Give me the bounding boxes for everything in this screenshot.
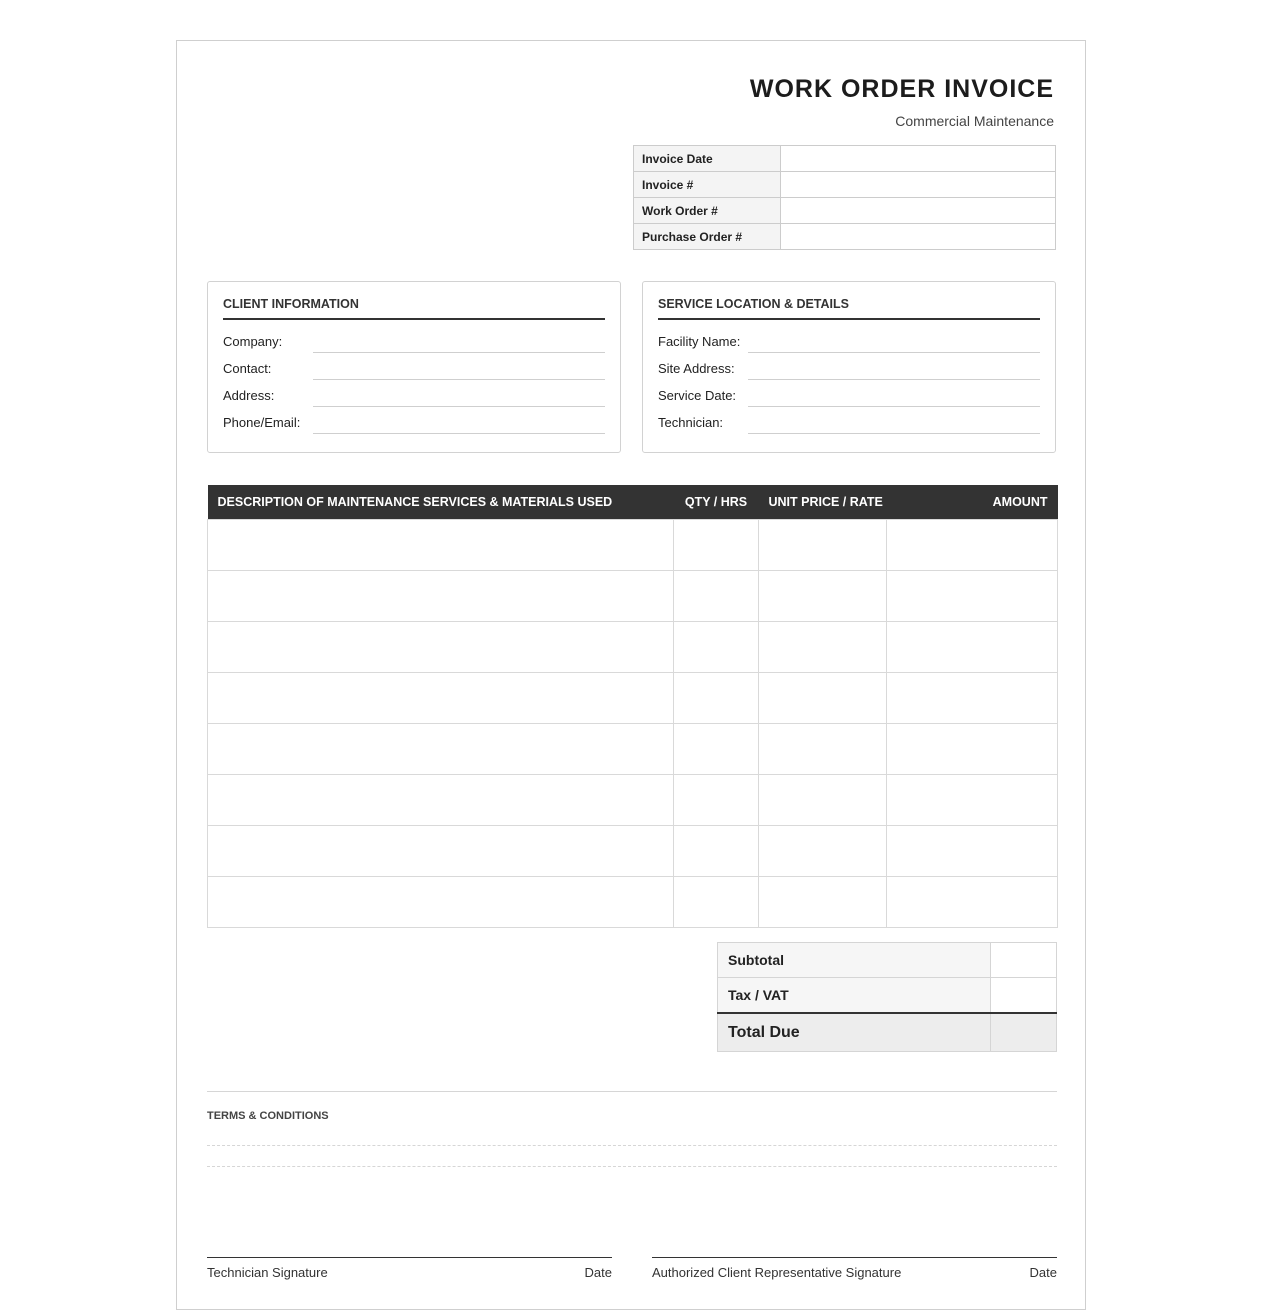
invoice-date-field[interactable]	[781, 146, 1056, 172]
tax-row	[718, 978, 1057, 1014]
technician-field-row	[658, 407, 1040, 434]
terms-divider	[207, 1091, 1057, 1092]
company-field-row	[223, 326, 605, 353]
subtotal-value[interactable]	[991, 943, 1057, 978]
table-row	[208, 775, 1058, 826]
description-cell[interactable]	[208, 571, 674, 622]
address-field-row	[223, 380, 605, 407]
description-cell[interactable]	[208, 775, 674, 826]
line-items-table	[207, 485, 1058, 928]
meta-row-invoice-date	[634, 146, 1056, 172]
technician-signature-line[interactable]	[207, 1257, 612, 1280]
field-label: Facility Name:	[658, 334, 741, 349]
invoice-title: WORK ORDER INVOICE	[749, 75, 1054, 103]
meta-label: Purchase Order #	[634, 224, 781, 250]
total-due-label: Total Due	[718, 1013, 991, 1052]
terms-line[interactable]	[207, 1166, 1057, 1167]
qty-cell[interactable]	[674, 724, 759, 775]
unit-price-cell[interactable]	[759, 724, 887, 775]
field-label: Technician:	[658, 415, 724, 430]
facility-name-field[interactable]	[748, 332, 1040, 353]
table-row	[208, 622, 1058, 673]
meta-row-purchase-order	[634, 224, 1056, 250]
unit-price-cell[interactable]	[759, 826, 887, 877]
table-row	[208, 571, 1058, 622]
table-row	[208, 877, 1058, 928]
meta-label: Invoice #	[634, 172, 781, 198]
invoice-subtitle: Commercial Maintenance	[895, 113, 1054, 129]
amount-cell[interactable]	[887, 673, 1058, 724]
phone-email-field-row	[223, 407, 605, 434]
facility-name-field-row	[658, 326, 1040, 353]
qty-cell[interactable]	[674, 877, 759, 928]
service-location-title: SERVICE LOCATION & DETAILS	[658, 297, 1040, 320]
field-label: Phone/Email:	[223, 415, 301, 430]
address-field[interactable]	[313, 386, 605, 407]
invoice-meta-table	[633, 145, 1056, 250]
meta-row-invoice-number	[634, 172, 1056, 198]
unit-price-cell[interactable]	[759, 877, 887, 928]
line-items-header	[208, 485, 1058, 520]
total-due-value[interactable]	[991, 1013, 1057, 1052]
totals-table	[717, 942, 1057, 1052]
description-cell[interactable]	[208, 724, 674, 775]
phone-email-field[interactable]	[313, 413, 605, 434]
description-cell[interactable]	[208, 622, 674, 673]
field-label: Site Address:	[658, 361, 735, 376]
qty-cell[interactable]	[674, 673, 759, 724]
qty-cell[interactable]	[674, 571, 759, 622]
total-due-row	[718, 1013, 1057, 1052]
client-information-title: CLIENT INFORMATION	[223, 297, 605, 320]
field-label: Contact:	[223, 361, 272, 376]
client-date-label: Date	[1029, 1265, 1057, 1280]
subtotal-label: Subtotal	[718, 943, 991, 978]
amount-cell[interactable]	[887, 877, 1058, 928]
unit-price-column-header: UNIT PRICE / RATE	[759, 485, 887, 520]
description-column-header: DESCRIPTION OF MAINTENANCE SERVICES & MATERIALS USED	[208, 485, 674, 520]
service-date-field[interactable]	[748, 386, 1040, 407]
field-label: Company:	[223, 334, 283, 349]
unit-price-cell[interactable]	[759, 673, 887, 724]
unit-price-cell[interactable]	[759, 775, 887, 826]
invoice-page	[176, 40, 1086, 1310]
meta-label: Invoice Date	[634, 146, 781, 172]
contact-field-row	[223, 353, 605, 380]
qty-cell[interactable]	[674, 775, 759, 826]
amount-cell[interactable]	[887, 724, 1058, 775]
amount-cell[interactable]	[887, 826, 1058, 877]
amount-cell[interactable]	[887, 520, 1058, 571]
description-cell[interactable]	[208, 673, 674, 724]
amount-cell[interactable]	[887, 571, 1058, 622]
tax-value[interactable]	[991, 978, 1057, 1014]
qty-cell[interactable]	[674, 520, 759, 571]
field-label: Service Date:	[658, 388, 737, 403]
technician-signature-label: Technician Signature	[207, 1265, 328, 1280]
company-field[interactable]	[313, 332, 605, 353]
amount-cell[interactable]	[887, 775, 1058, 826]
amount-column-header: AMOUNT	[887, 485, 1058, 520]
qty-cell[interactable]	[674, 622, 759, 673]
work-order-field[interactable]	[781, 198, 1056, 224]
description-cell[interactable]	[208, 520, 674, 571]
terms-label: TERMS & CONDITIONS	[207, 1110, 329, 1122]
table-row	[208, 724, 1058, 775]
service-date-field-row	[658, 380, 1040, 407]
description-cell[interactable]	[208, 877, 674, 928]
meta-label: Work Order #	[634, 198, 781, 224]
service-location-box	[642, 281, 1056, 453]
site-address-field-row	[658, 353, 1040, 380]
contact-field[interactable]	[313, 359, 605, 380]
site-address-field[interactable]	[748, 359, 1040, 380]
tax-label: Tax / VAT	[718, 978, 991, 1014]
technician-date-label: Date	[584, 1265, 612, 1280]
purchase-order-field[interactable]	[781, 224, 1056, 250]
table-row	[208, 826, 1058, 877]
table-row	[208, 520, 1058, 571]
client-signature-label: Authorized Client Representative Signature	[652, 1265, 902, 1280]
field-label: Address:	[223, 388, 275, 403]
unit-price-cell[interactable]	[759, 622, 887, 673]
qty-column-header: QTY / HRS	[674, 485, 759, 520]
meta-row-work-order	[634, 198, 1056, 224]
description-cell[interactable]	[208, 826, 674, 877]
client-signature-line[interactable]	[652, 1257, 1057, 1280]
table-row	[208, 673, 1058, 724]
technician-field[interactable]	[748, 413, 1040, 434]
unit-price-cell[interactable]	[759, 520, 887, 571]
qty-cell[interactable]	[674, 826, 759, 877]
unit-price-cell[interactable]	[759, 571, 887, 622]
terms-line[interactable]	[207, 1145, 1057, 1146]
subtotal-row	[718, 943, 1057, 978]
invoice-number-field[interactable]	[781, 172, 1056, 198]
client-information-box	[207, 281, 621, 453]
amount-cell[interactable]	[887, 622, 1058, 673]
